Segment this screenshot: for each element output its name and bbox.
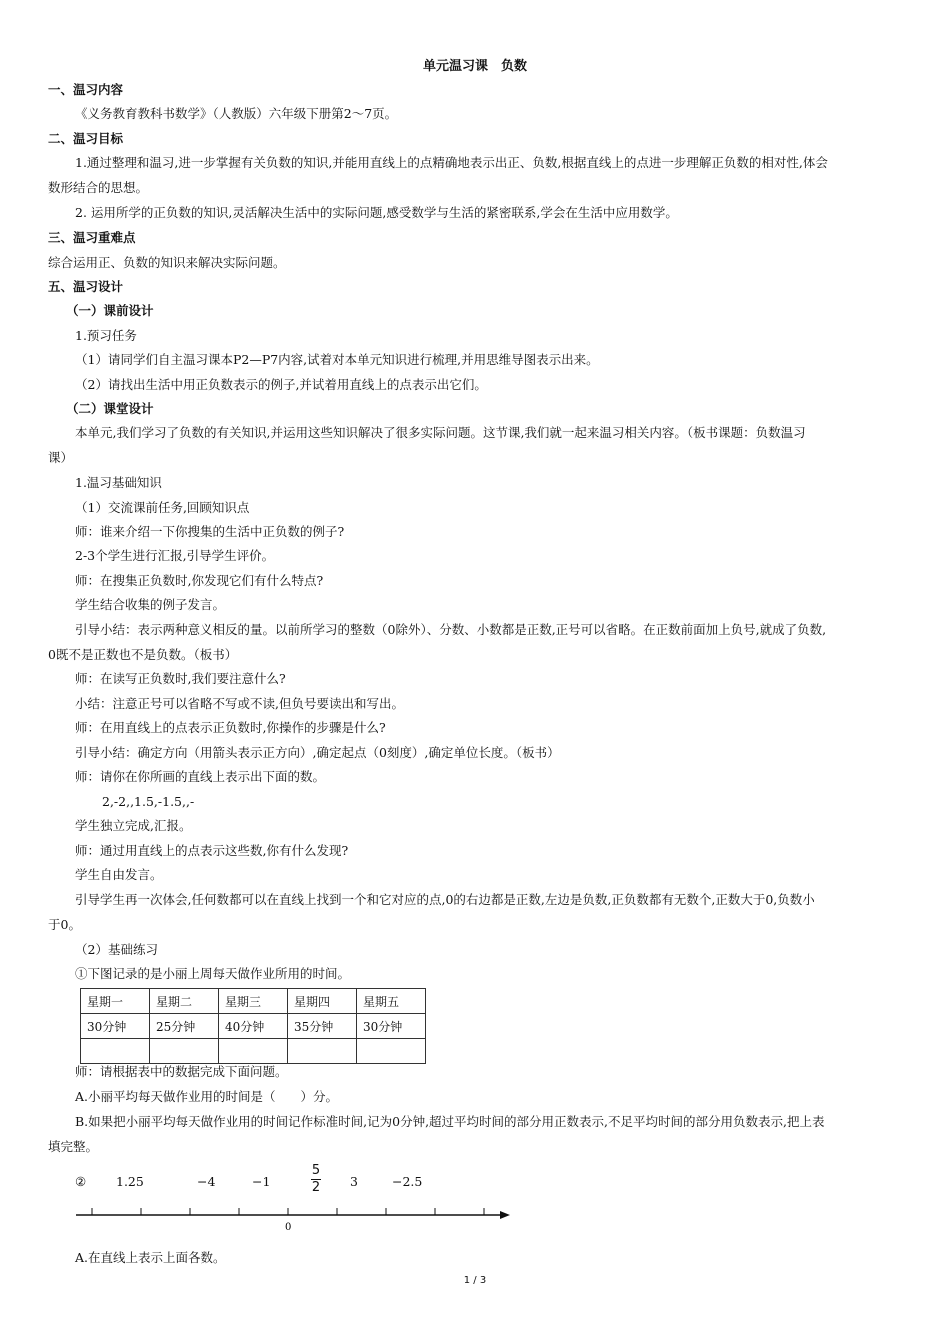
number-label: −4	[197, 1174, 216, 1189]
paragraph: 0既不是正数也不是负数。（板书）	[48, 647, 238, 662]
number-label: −2.5	[392, 1174, 423, 1189]
paragraph: 综合运用正、负数的知识来解决实际问题。	[48, 255, 286, 270]
paragraph: ①下图记录的是小丽上周每天做作业所用的时间。	[75, 966, 351, 981]
paragraph: 师：在搜集正负数时,你发现它们有什么特点?	[75, 573, 324, 588]
table-cell: 40分钟	[219, 1014, 288, 1039]
table-header-cell: 星期一	[81, 989, 150, 1014]
table-cell-blank	[357, 1039, 426, 1064]
fraction-numerator: 5	[311, 1163, 321, 1178]
number-list: 2,-2,,1.5,-1.5,,-	[102, 794, 195, 809]
subheading-in-class: （二）课堂设计	[66, 401, 154, 416]
paragraph: 引导小结：确定方向（用箭头表示正方向）,确定起点（0刻度）,确定单位长度。（板书）	[75, 745, 560, 760]
fraction	[311, 1163, 321, 1196]
number-label: 1.25	[116, 1174, 144, 1189]
paragraph: A.小丽平均每天做作业用的时间是（ ）分。	[75, 1089, 339, 1104]
paragraph: B.如果把小丽平均每天做作业用的时间记作标准时间,记为0分钟,超过平均时间的部分用正数表示,不足平均时间的部分用负数表示,把上表	[75, 1114, 825, 1129]
arrow-head-icon	[500, 1211, 510, 1219]
paragraph: 师：请根据表中的数据完成下面问题。	[75, 1064, 288, 1079]
paragraph: 1.通过整理和温习,进一步掌握有关负数的知识,并能用直线上的点精确地表示出正、负数,根据直线上的点进一步理解正负数的相对性,体会	[75, 155, 828, 170]
paragraph: （2）请找出生活中用正负数表示的例子,并试着用直线上的点表示出它们。	[75, 377, 487, 392]
section-heading-key-points: 三、温习重难点	[48, 230, 136, 245]
table-header-cell: 星期二	[150, 989, 219, 1014]
paragraph: 2. 运用所学的正负数的知识,灵活解决生活中的实际问题,感受数学与生活的紧密联系,学会在生活中应用数学。	[75, 205, 678, 220]
paragraph: 本单元,我们学习了负数的有关知识,并运用这些知识解决了很多实际问题。这节课,我们就一起来温习相关内容。（板书课题：负数温习	[75, 425, 806, 440]
fraction-denominator: 2	[311, 1180, 321, 1195]
question-number: ②	[75, 1174, 87, 1189]
section-heading-content: 一、温习内容	[48, 82, 124, 97]
paragraph: 1.温习基础知识	[75, 475, 162, 490]
paragraph: 填完整。	[48, 1139, 99, 1154]
paragraph: （2）基础练习	[75, 942, 158, 957]
paragraph: 学生独立完成,汇报。	[75, 818, 192, 833]
table-cell: 25分钟	[150, 1014, 219, 1039]
paragraph: （1）交流课前任务,回顾知识点	[75, 500, 250, 515]
table-row	[81, 1014, 426, 1039]
section-heading-design: 五、温习设计	[48, 279, 124, 294]
paragraph: 师：谁来介绍一下你搜集的生活中正负数的例子?	[75, 524, 345, 539]
section-heading-goals: 二、温习目标	[48, 131, 124, 146]
paragraph: 师：请你在你所画的直线上表示出下面的数。	[75, 769, 326, 784]
paragraph: 课）	[48, 450, 74, 465]
table-cell-blank	[219, 1039, 288, 1064]
page-title: 单元温习课 负数	[422, 59, 527, 74]
subheading-pre-class: （一）课前设计	[66, 303, 154, 318]
table-row	[81, 1039, 426, 1064]
paragraph: 引导学生再一次体会,任何数都可以在直线上找到一个和它对应的点,0的右边都是正数,左边是负数,正负数都有无数个,正数大于0,负数小	[75, 892, 815, 907]
zero-label: 0	[285, 1222, 292, 1233]
table-cell-blank	[81, 1039, 150, 1064]
paragraph: 小结：注意正号可以省略不写或不读,但负号要读出和写出。	[75, 696, 404, 711]
paragraph: （1）请同学们自主温习课本P2—P7内容,试着对本单元知识进行梳理,并用思维导图表示出来。	[75, 352, 599, 367]
paragraph: 引导小结：表示两种意义相反的量。以前所学习的整数（0除外）、分数、小数都是正数,正号可以省略。在正数前面加上负号,就成了负数,	[75, 622, 827, 637]
number-label: −1	[252, 1174, 271, 1189]
number-label: 3	[350, 1174, 358, 1189]
paragraph: 《义务教育教科书数学》（人教版）六年级下册第2～7页。	[75, 106, 398, 121]
homework-time-table	[80, 988, 426, 1064]
paragraph: 师：通过用直线上的点表示这些数,你有什么发现?	[75, 843, 349, 858]
paragraph: 于0。	[48, 917, 81, 932]
table-cell: 30分钟	[357, 1014, 426, 1039]
paragraph: 1.预习任务	[75, 328, 137, 343]
table-header-cell: 星期五	[357, 989, 426, 1014]
table-cell-blank	[288, 1039, 357, 1064]
table-cell-blank	[150, 1039, 219, 1064]
paragraph: 师：在用直线上的点表示正负数时,你操作的步骤是什么?	[75, 720, 386, 735]
page-number: 1 / 3	[463, 1275, 487, 1286]
paragraph: 数形结合的思想。	[48, 180, 149, 195]
paragraph: 2-3个学生进行汇报,引导学生评价。	[75, 548, 275, 563]
paragraph: 学生结合收集的例子发言。	[75, 597, 226, 612]
number-line	[72, 1205, 517, 1235]
paragraph: 学生自由发言。	[75, 867, 163, 882]
paragraph: A.在直线上表示上面各数。	[75, 1250, 226, 1265]
table-header-cell: 星期四	[288, 989, 357, 1014]
table-header-cell: 星期三	[219, 989, 288, 1014]
table-cell: 35分钟	[288, 1014, 357, 1039]
table-row	[81, 989, 426, 1014]
paragraph: 师：在读写正负数时,我们要注意什么?	[75, 671, 286, 686]
table-cell: 30分钟	[81, 1014, 150, 1039]
